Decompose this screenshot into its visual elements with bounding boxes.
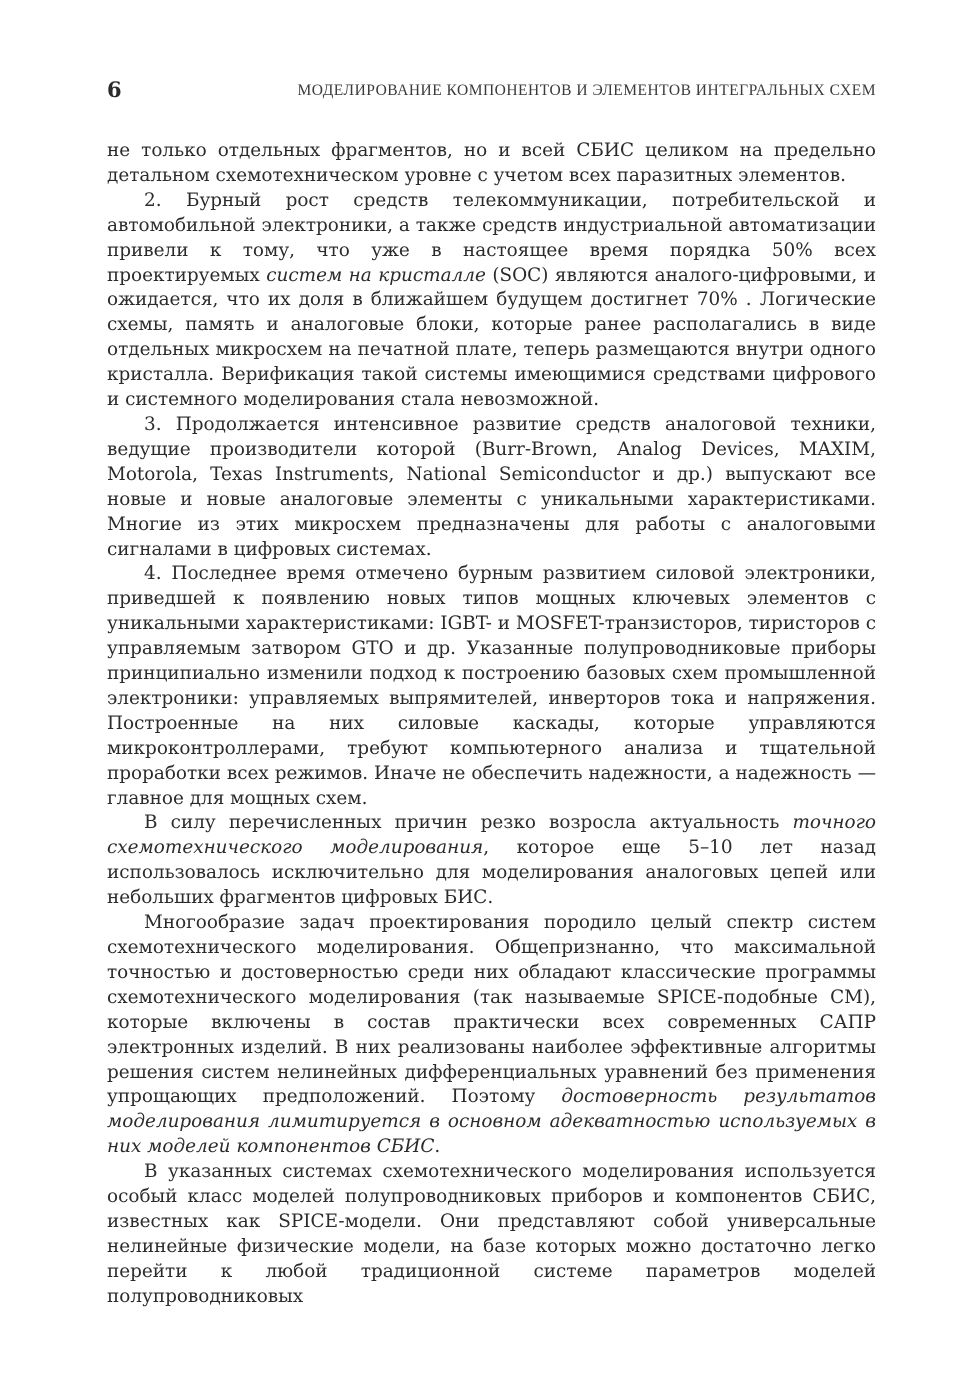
- paragraph-5-text-a: В силу перечисленных причин резко возросла актуальность: [144, 812, 793, 834]
- paragraph-3: [107, 413, 876, 562]
- paragraph-6-text-a: Многообразие задач проектирования породило целый спектр систем схемотехнического моделирования. Общепризнанно, что максимальной точностью и достоверностью среди них обладают классические программы схемотехнического моделирования (так называемые SPICE-подобные СМ), которые включены в состав практически всех современных САПР электронных изделий. В них реализованы наиболее эффективные алгоритмы решения систем нелинейных дифференциальных уравнений без применения упрощающих предположений. Поэтому: [107, 912, 876, 1108]
- paragraph-5: [107, 811, 876, 911]
- paragraph-5-text-b: , которое еще 5–10 лет назад использовалось исключительно для моделирования аналоговых цепей или небольших фрагментов цифровых БИС.: [107, 837, 877, 909]
- paragraph-1-text: не только отдельных фрагментов, но и всей СБИС целиком на предельно детальном схемотехническом уровне с учетом всех паразитных элементов.: [107, 140, 876, 186]
- paragraph-2: [107, 189, 876, 413]
- paragraph-2-text-b: (SOC) являются аналого-цифровыми, и ожидается, что их доля в ближайшем будущем достигнет 70% . Логические схемы, память и аналоговые блоки, которые ранее располагались в виде отдельных микросхем на печатной плате, теперь размещаются внутри одного кристалла. Верификация такой системы имеющимися средствами цифрового и системного моделирования стала невозможной.: [107, 264, 877, 411]
- paragraph-2-text-a: 2. Бурный рост средств телекоммуникации, потребительской и автомобильной электроники, а также средств индустриальной автоматизации привели к тому, что уже в настоящее время порядка 50% всех проектируемых: [107, 189, 876, 286]
- paragraph-6-text-b: .: [434, 1136, 441, 1158]
- page-number: 6: [107, 77, 122, 102]
- paragraph-3-text: 3. Продолжается интенсивное развитие средств аналоговой техники, ведущие производители которой (Burr-Brown, Analog Devices, MAXIM, Motorola, Texas Instruments, National Semiconductor и др.) выпускают все новые и новые аналоговые элементы с уникальными характеристиками. Многие из этих микросхем предназначены для работы с аналоговыми сигналами в цифровых системах.: [107, 413, 876, 560]
- body-text: [107, 139, 876, 1310]
- running-head-title: МОДЕЛИРОВАНИЕ КОМПОНЕНТОВ И ЭЛЕМЕНТОВ ИНТЕГРАЛЬНЫХ СХЕМ: [297, 82, 876, 99]
- paragraph-4: [107, 562, 876, 811]
- paragraph-1: [107, 139, 876, 189]
- paragraph-6: [107, 911, 876, 1160]
- paragraph-2-emphasis: систем на кристалле: [266, 264, 486, 286]
- paragraph-4-text: 4. Последнее время отмечено бурным развитием силовой электроники, приведшей к появлению новых типов мощных ключевых элементов с уникальными характеристиками: IGBT- и MOSFET-транзисторов, тиристоров с управляемым затвором GTO и др. Указанные полупроводниковые приборы принципиально изменили подход к построению базовых схем промышленной электроники: управляемых выпрямителей, инверторов тока и напряжения. Построенные на них силовые каскады, которые управляются микроконтроллерами, требуют компьютерного анализа и тщательной проработки всех режимов. Иначе не обеспечить надежности, а надежность — главное для мощных схем.: [107, 563, 876, 809]
- paragraph-6-emphasis: достоверность результатов моделирования лимитируется в основном адекватностью используемых в них моделей компонентов СБИС: [107, 1086, 876, 1158]
- paragraph-5-emphasis: точного схемотехнического моделирования: [107, 812, 876, 859]
- paragraph-7: [107, 1160, 876, 1309]
- running-head: [107, 76, 876, 104]
- paragraph-7-text: В указанных системах схемотехнического моделирования используется особый класс моделей полупроводниковых приборов и компонентов СБИС, известных как SPICE-модели. Они представляют собой универсальные нелинейные физические модели, на базе которых можно достаточно легко перейти к любой традиционной системе параметров моделей полупроводниковых: [107, 1161, 876, 1307]
